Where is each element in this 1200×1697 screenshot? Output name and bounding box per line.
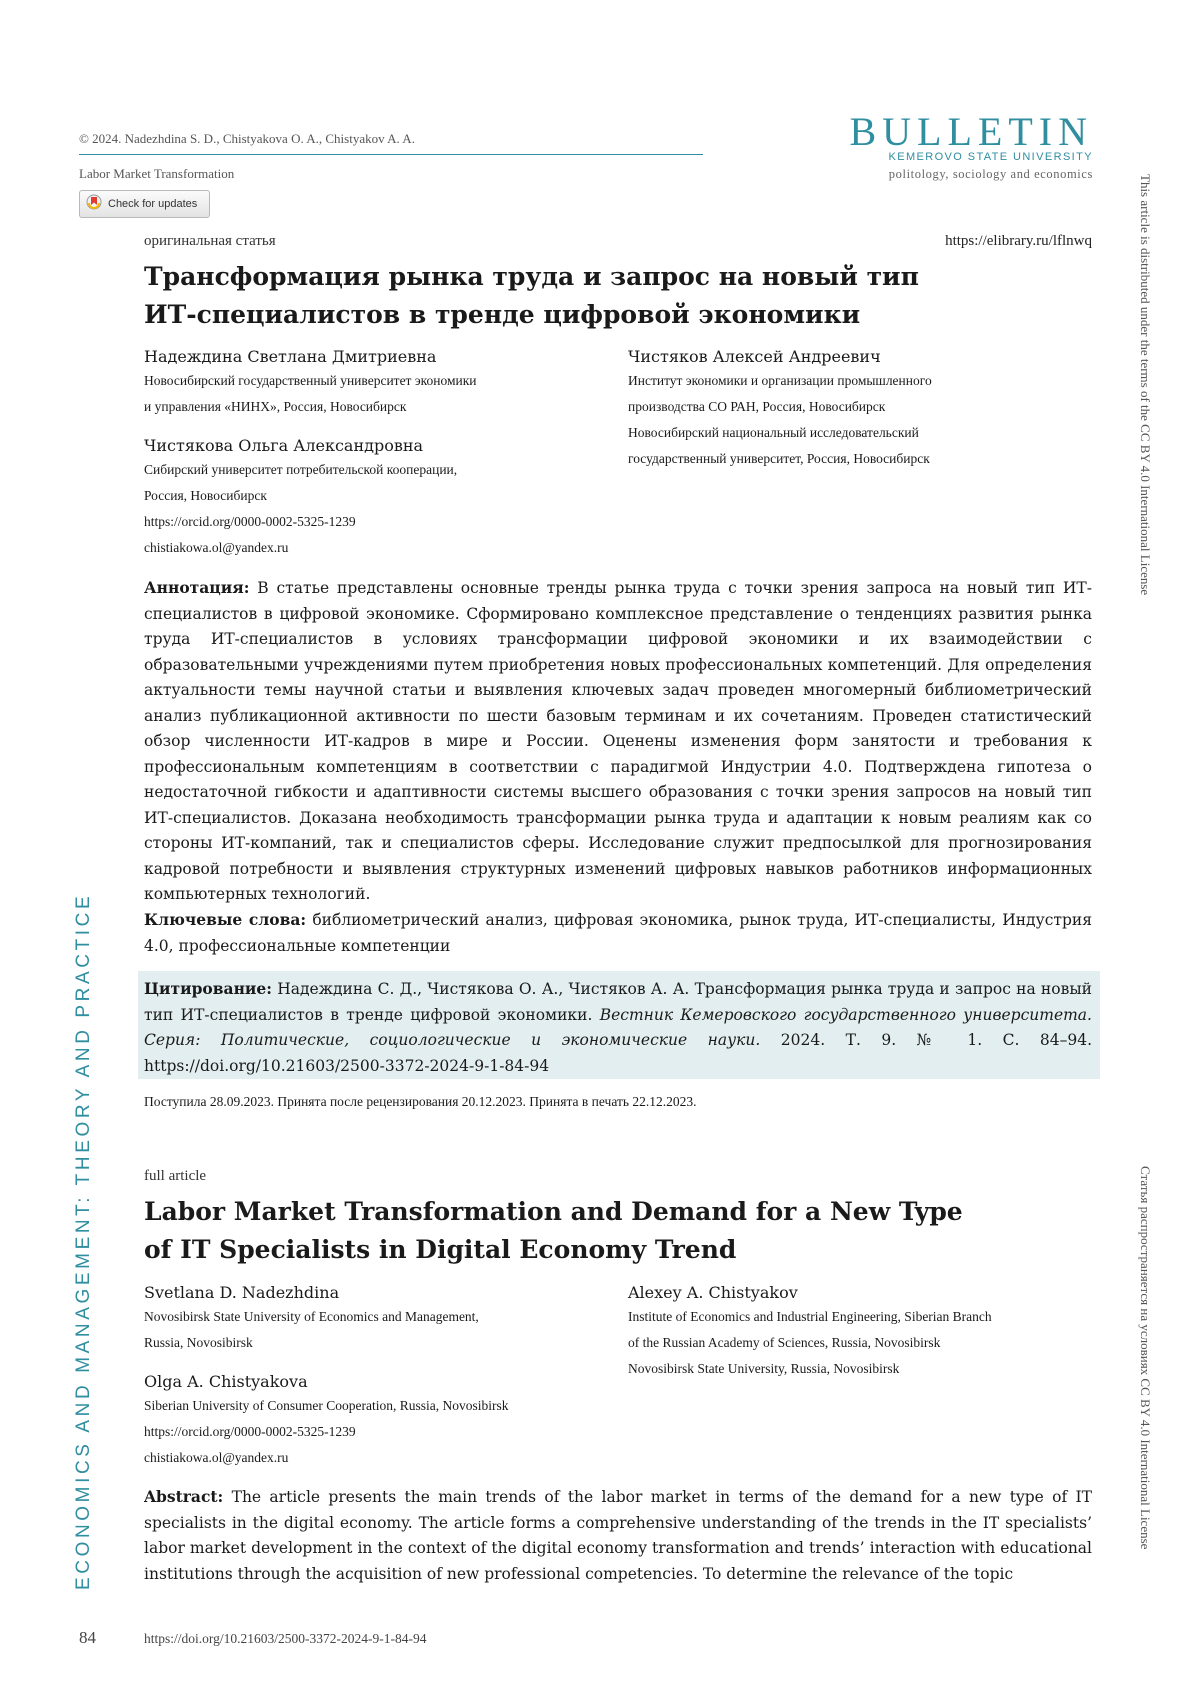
abstract-text: The article presents the main trends of the labor market in terms of the demand for a new type of IT specialists in the digital economy. The article forms a comprehensive understanding of the trends in the IT specialists’ labor market development in the context of the digital economy transformation and trends’ interaction with educational institutions through the acquisition of new professional competencies. To determine the relevance of the topic xyxy=(144,1488,1092,1583)
affiliation-line: и управления «НИНХ», Россия, Новосибирск xyxy=(144,399,407,414)
affiliation-line: Institute of Economics and Industrial Engineering, Siberian Branch xyxy=(628,1309,992,1324)
author-name: Alexey A. Chistyakov xyxy=(628,1283,798,1302)
affiliation-line: Siberian University of Consumer Cooperation, Russia, Novosibirsk xyxy=(144,1398,509,1413)
check-for-updates-button[interactable] xyxy=(79,190,210,218)
title-en-line-1: Labor Market Transformation and Demand for a New Type xyxy=(144,1197,963,1226)
author-name: Надеждина Светлана Дмитриевна xyxy=(144,347,437,366)
footer-doi-link[interactable]: https://doi.org/10.21603/2500-3372-2024-9-1-84-94 xyxy=(144,1631,427,1646)
author-block-en-1 xyxy=(144,1283,624,1356)
abstract-label: Аннотация: xyxy=(144,578,250,597)
article-type-ru: оригинальная статья xyxy=(144,233,276,249)
article-type-en: full article xyxy=(144,1168,207,1184)
article-title-en xyxy=(144,1193,963,1269)
running-title: Labor Market Transformation xyxy=(79,166,235,181)
citation-journal: Вестник Кемеровского государственного университета. Серия: Политические, социологические и экономические науки. xyxy=(144,1005,1092,1049)
citation-label: Цитирование: xyxy=(144,979,272,998)
citation-ru xyxy=(144,976,1092,1079)
affiliation-line: производства СО РАН, Россия, Новосибирск xyxy=(628,399,886,414)
abstract-label: Abstract: xyxy=(144,1487,224,1506)
check-for-updates-label: Check for updates xyxy=(108,198,198,210)
affiliation-line: Новосибирский национальный исследовательский xyxy=(628,425,919,440)
author-block-ru-1 xyxy=(144,347,624,420)
header-divider xyxy=(79,154,703,155)
keywords-label: Ключевые слова: xyxy=(144,910,307,929)
crossmark-icon xyxy=(86,194,102,214)
affiliation-line: of the Russian Academy of Sciences, Russia, Novosibirsk xyxy=(628,1335,941,1350)
affiliation-line: Новосибирский государственный университет экономики xyxy=(144,373,477,388)
keywords-text: библиометрический анализ, цифровая экономика, рынок труда, ИТ-специалисты, Индустрия 4.0, профессиональные компетенции xyxy=(144,911,1092,955)
journal-title: BULLETIN xyxy=(849,109,1093,154)
author-block-ru-3 xyxy=(628,347,1098,472)
author-block-ru-2 xyxy=(144,436,624,561)
affiliation-line: государственный университет, Россия, Новосибирск xyxy=(628,451,930,466)
abstract-ru xyxy=(144,575,1092,908)
title-ru-line-1: Трансформация рынка труда и запрос на новый тип xyxy=(144,262,919,291)
email-link[interactable]: chistiakowa.ol@yandex.ru xyxy=(144,1450,289,1465)
author-block-en-3 xyxy=(628,1283,1098,1382)
page-number: 84 xyxy=(79,1628,96,1647)
orcid-link[interactable]: https://orcid.org/0000-0002-5325-1239 xyxy=(144,514,356,529)
orcid-link[interactable]: https://orcid.org/0000-0002-5325-1239 xyxy=(144,1424,356,1439)
abstract-text: В статье представлены основные тренды рынка труда с точки зрения запроса на новый тип ИТ-специалистов в цифровой экономике. Сформировано комплексное представление о тенденциях развития рынка труда ИТ-специалистов в условиях трансформации цифровой экономики и их взаимодействии с образовательными учреждениями путем приобретения новых профессиональных компетенций. Для определения актуальности темы научной статьи и выявления ключевых задач проведен многомерный библиометрический анализ публикационной активности по шести базовым терминам и их сочетаниям. Проведен статистический обзор численности ИТ-кадров в мире и России. Оценены изменения форм занятости и требования к профессиональным компетенциям в соответствии с парадигмой Индустрии 4.0. Подтверждена гипотеза о недостаточной гибкости и адаптивности системы высшего образования с точки зрения запросов на новый тип ИТ-специалистов. Доказана необходимость трансформации рынка труда и адаптации к новым реалиям как со стороны ИТ-компаний, так и специалистов сферы. Исследование служит предпосылкой для прогнозирования кадровой потребности и выявления структурных изменений цифровых навыков работников информационных компьютерных технологий. xyxy=(144,579,1092,903)
author-name: Olga A. Chistyakova xyxy=(144,1372,308,1391)
article-title-ru xyxy=(144,258,919,334)
citation-tail: 2024. Т. 9. № 1. С. 84–94. https://doi.org/10.21603/2500-3372-2024-9-1-84-94 xyxy=(144,1031,1092,1075)
email-link[interactable]: chistiakowa.ol@yandex.ru xyxy=(144,540,289,555)
affiliation-line: Novosibirsk State University, Russia, Novosibirsk xyxy=(628,1361,900,1376)
abstract-en xyxy=(144,1484,1092,1587)
license-notice-ru: Статья распространяется на условиях CC BY 4.0 International License xyxy=(1138,1166,1153,1550)
license-notice-en: This article is distributed under the terms of the CC BY 4.0 International License xyxy=(1138,174,1153,596)
author-name: Чистяков Алексей Андреевич xyxy=(628,347,881,366)
title-ru-line-2: ИТ-специалистов в тренде цифровой экономики xyxy=(144,300,861,329)
affiliation-line: Russia, Novosibirsk xyxy=(144,1335,253,1350)
journal-section-vertical: ECONOMICS AND MANAGEMENT: THEORY AND PRACTICE xyxy=(73,892,94,1590)
affiliation-line: Институт экономики и организации промышленного xyxy=(628,373,932,388)
author-name: Svetlana D. Nadezhdina xyxy=(144,1283,340,1302)
affiliation-line: Россия, Новосибирск xyxy=(144,488,267,503)
elibrary-link[interactable]: https://elibrary.ru/lflnwq xyxy=(945,233,1092,249)
author-name: Чистякова Ольга Александровна xyxy=(144,436,424,455)
journal-subtitle: politology, sociology and economics xyxy=(888,167,1093,181)
received-dates: Поступила 28.09.2023. Принята после рецензирования 20.12.2023. Принята в печать 22.12.2023. xyxy=(144,1094,697,1109)
citation-plain: Надеждина С. Д., Чистякова О. А., Чистяков А. А. Трансформация рынка труда и запрос на новый тип ИТ-специалистов в тренде цифровой экономики. xyxy=(144,980,1092,1024)
journal-university: KEMEROVO STATE UNIVERSITY xyxy=(888,151,1093,163)
copyright-line: © 2024. Nadezhdina S. D., Chistyakova O. A., Chistyakov A. A. xyxy=(79,131,415,146)
keywords-ru xyxy=(144,907,1092,959)
author-block-en-2 xyxy=(144,1372,624,1471)
affiliation-line: Novosibirsk State University of Economics and Management, xyxy=(144,1309,479,1324)
affiliation-line: Сибирский университет потребительской кооперации, xyxy=(144,462,458,477)
title-en-line-2: of IT Specialists in Digital Economy Trend xyxy=(144,1235,737,1264)
